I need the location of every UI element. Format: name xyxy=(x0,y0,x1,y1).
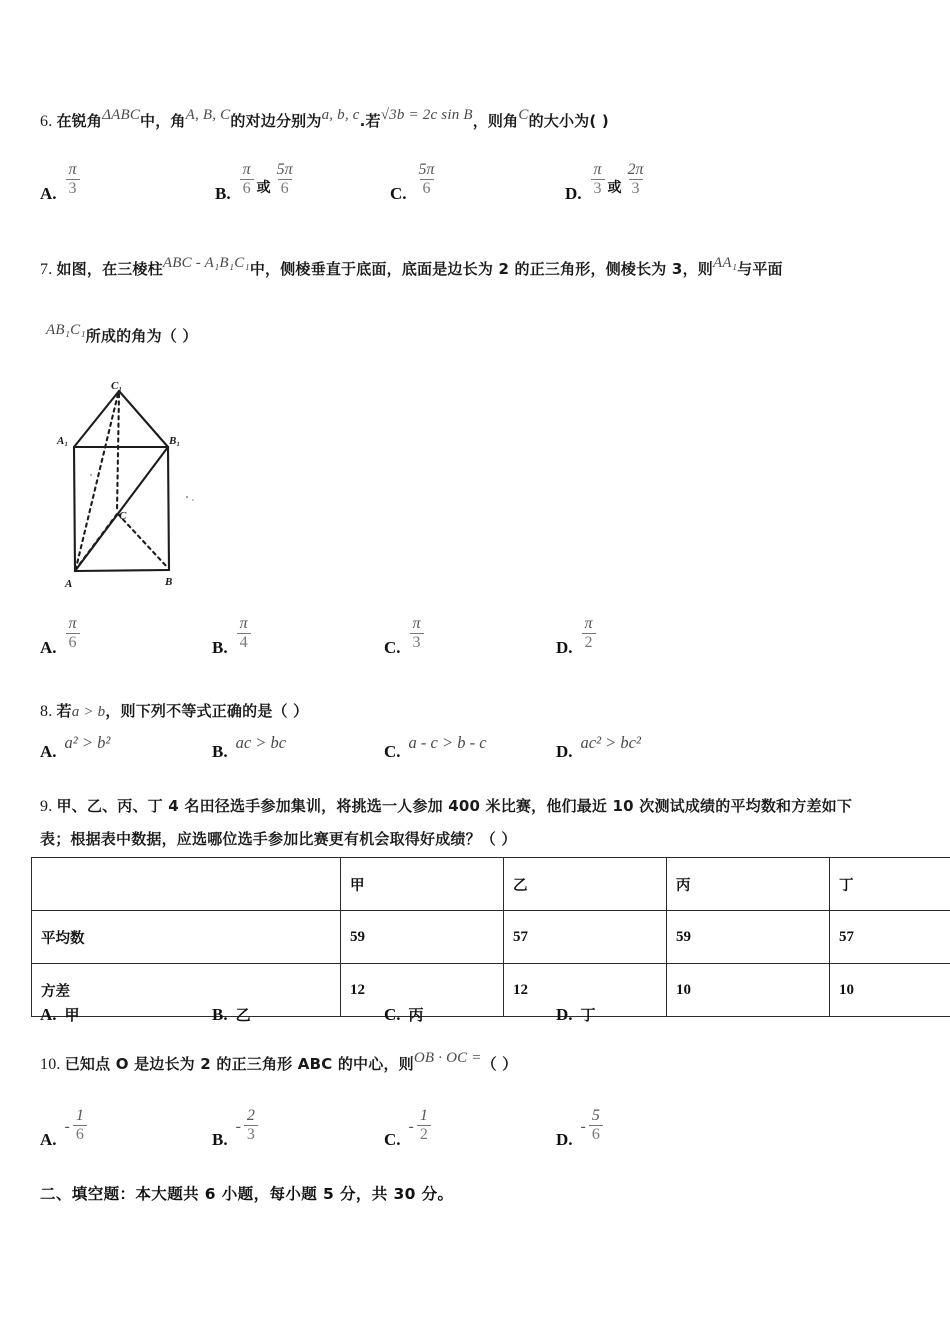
q7-option-c-value xyxy=(409,615,425,658)
prism-label-c: C xyxy=(119,510,127,522)
q7-math-plane-ab1c1: AB₁C₁ xyxy=(46,322,86,338)
triangular-prism-figure xyxy=(45,378,235,593)
q6-d-num: π xyxy=(593,161,602,178)
q10-option-a-value xyxy=(64,1107,88,1150)
section-2-heading: 二、填空题：本大题共 6 小题，每小题 5 分，共 30 分。 xyxy=(40,1185,454,1203)
q7-option-c[interactable] xyxy=(384,615,556,658)
q7-option-a-value xyxy=(65,615,81,658)
q7-option-b[interactable] xyxy=(212,615,384,658)
q6-b-or: 或 xyxy=(256,179,271,196)
q9-option-a-value: 甲 xyxy=(64,1006,80,1024)
q6-b-num: π xyxy=(242,161,251,178)
prism-svg xyxy=(45,378,235,593)
q10-c-num: 1 xyxy=(419,1107,428,1124)
question-7-number: 7. xyxy=(40,261,53,278)
q10-option-b[interactable] xyxy=(212,1107,384,1150)
q6-text-6: 的大小为( ) xyxy=(528,112,609,130)
question-9-stem-line-1 xyxy=(40,795,852,819)
q6-text-4: .若 xyxy=(359,112,381,130)
q8-option-d[interactable] xyxy=(556,733,641,762)
q8-option-c-label: C. xyxy=(384,742,401,761)
q10-option-c-value xyxy=(408,1107,432,1150)
q10-a-den: 6 xyxy=(73,1125,87,1143)
q7-text-2: 中，侧棱垂直于底面，底面是边长为 2 的正三角形，侧棱长为 3，则 xyxy=(249,260,713,278)
q7-b-num: π xyxy=(239,615,248,632)
statistics-table xyxy=(31,857,950,1017)
q10-c-minus: - xyxy=(408,1117,414,1135)
q6-option-c-value xyxy=(415,161,439,204)
q7-option-b-label: B. xyxy=(212,637,228,657)
q6-option-d-label: D. xyxy=(565,183,582,203)
q7-c-den: 3 xyxy=(410,633,424,651)
question-6-options xyxy=(40,161,940,204)
q6-math-triangle-abc: ΔABC xyxy=(102,107,141,123)
q6-d-den2: 3 xyxy=(629,179,643,197)
q10-option-a-label: A. xyxy=(40,1129,57,1149)
q7-math-aa1: AA₁ xyxy=(712,255,738,271)
question-6-stem xyxy=(40,107,609,134)
question-8-number: 8. xyxy=(40,703,53,720)
prism-label-b: B xyxy=(165,576,173,588)
q7-a-den: 6 xyxy=(66,633,80,651)
q8-option-a[interactable] xyxy=(40,733,212,762)
q6-b-num2: 5π xyxy=(276,161,293,178)
table-header-ding: 丁 xyxy=(830,858,950,911)
q10-option-c-label: C. xyxy=(384,1129,401,1149)
q10-d-num: 5 xyxy=(591,1107,600,1124)
q7-d-num: π xyxy=(584,615,593,632)
q10-option-d-label: D. xyxy=(556,1129,573,1149)
row-label-variance: 方差 xyxy=(32,964,341,1017)
question-8-stem xyxy=(40,700,308,724)
question-9-stem-line-2 xyxy=(40,828,517,851)
question-7-stem-line-1 xyxy=(40,255,783,282)
q10-b-num: 2 xyxy=(246,1107,255,1124)
row-label-mean: 平均数 xyxy=(32,911,341,964)
q6-c-den: 6 xyxy=(420,179,434,197)
q10-option-c[interactable] xyxy=(384,1107,556,1150)
table-corner-cell xyxy=(32,858,341,911)
mean-yi: 57 xyxy=(504,911,667,964)
q10-option-b-label: B. xyxy=(212,1129,228,1149)
q6-option-a-value xyxy=(65,161,81,204)
q10-option-d[interactable] xyxy=(556,1107,604,1150)
q9-option-d[interactable] xyxy=(556,1004,596,1025)
prism-label-a: A xyxy=(65,578,73,590)
table-header-bing: 丙 xyxy=(667,858,830,911)
q6-option-a[interactable] xyxy=(40,161,215,204)
variance-yi: 12 xyxy=(504,964,667,1017)
q7-a-num: π xyxy=(68,615,77,632)
q7-option-b-value xyxy=(236,615,252,658)
q6-option-b-value xyxy=(239,161,297,204)
q6-c-num: 5π xyxy=(418,161,435,178)
variance-ding: 10 xyxy=(830,964,950,1017)
q6-option-d[interactable] xyxy=(565,161,648,204)
variance-bing: 10 xyxy=(667,964,830,1017)
q9-option-b[interactable] xyxy=(212,1004,384,1025)
q10-d-minus: - xyxy=(580,1117,586,1135)
q8-text-2: ，则下列不等式正确的是（ ） xyxy=(105,702,309,720)
q7-text-1: 如图，在三棱柱 xyxy=(56,260,163,278)
q6-option-b-label: B. xyxy=(215,183,231,203)
q6-option-a-label: A. xyxy=(40,183,57,203)
mean-bing: 59 xyxy=(667,911,830,964)
question-10-stem xyxy=(40,1050,518,1077)
q6-text-3: 的对边分别为 xyxy=(230,112,322,130)
q7-option-d-label: D. xyxy=(556,637,573,657)
q6-d-num2: 2π xyxy=(627,161,644,178)
q10-b-minus: - xyxy=(235,1117,241,1135)
q8-option-b-value: ac > bc xyxy=(235,733,287,752)
q7-text-4: 所成的角为（ ） xyxy=(85,327,198,345)
q9-text-1: 甲、乙、丙、丁 4 名田径选手参加集训，将挑选一人参加 400 米比赛，他们最近 10 次测试成绩的平均数和方差如下 xyxy=(56,797,853,815)
q9-option-c-label: C. xyxy=(384,1005,401,1024)
table-header-row xyxy=(32,858,950,911)
q7-option-d-value xyxy=(581,615,597,658)
q10-option-d-value xyxy=(580,1107,604,1150)
q7-b-den: 4 xyxy=(237,633,251,651)
prism-label-c1: C₁ xyxy=(111,380,123,392)
prism-label-b1: B₁ xyxy=(169,435,181,447)
q10-b-den: 3 xyxy=(244,1125,258,1143)
q7-c-num: π xyxy=(412,615,421,632)
q9-option-d-value: 丁 xyxy=(580,1006,596,1024)
question-7-options xyxy=(40,615,940,658)
q8-option-a-label: A. xyxy=(40,742,57,761)
q7-option-a-label: A. xyxy=(40,637,57,657)
q9-option-a-label: A. xyxy=(40,1005,57,1024)
q8-option-b-label: B. xyxy=(212,742,228,761)
q6-option-b[interactable] xyxy=(215,161,390,204)
question-10-options xyxy=(40,1107,940,1150)
q6-text-2: 中，角 xyxy=(140,112,186,130)
q10-text-2: （ ） xyxy=(481,1055,518,1073)
q6-math-angles: A, B, C xyxy=(185,107,231,123)
question-6-number: 6. xyxy=(40,113,53,130)
q6-d-or: 或 xyxy=(607,179,622,196)
mean-jia: 59 xyxy=(341,911,504,964)
q7-math-prism: ABC - A₁B₁C₁ xyxy=(162,255,250,271)
q7-text-3: 与平面 xyxy=(737,260,783,278)
q9-option-c-value: 丙 xyxy=(408,1006,424,1024)
q6-b-den2: 6 xyxy=(278,179,292,197)
q8-option-a-value: a² > b² xyxy=(64,733,111,752)
q9-option-d-label: D. xyxy=(556,1005,573,1024)
q9-text-2: 表；根据表中数据，应选哪位选手参加比赛更有机会取得好成绩？（ ） xyxy=(40,830,517,848)
question-8-options xyxy=(40,733,940,762)
q6-text-5: ，则角 xyxy=(472,112,519,130)
q8-math-inequality: a > b xyxy=(71,704,106,720)
q10-math-dot-product: OB · OC = xyxy=(413,1050,482,1066)
q10-c-den: 2 xyxy=(417,1125,431,1143)
scan-speckle xyxy=(90,474,194,501)
q6-d-den: 3 xyxy=(591,179,605,197)
q8-option-d-label: D. xyxy=(556,742,573,761)
q10-a-minus: - xyxy=(64,1117,70,1135)
q9-option-c[interactable] xyxy=(384,1004,556,1025)
q6-math-equation: √3b = 2c sin B xyxy=(380,107,473,123)
q6-option-d-value xyxy=(590,161,648,204)
q6-math-angle-c: C xyxy=(518,107,529,123)
q6-b-den: 6 xyxy=(240,179,254,197)
q6-option-c-label: C. xyxy=(390,183,407,203)
variance-jia: 12 xyxy=(341,964,504,1017)
q7-d-den: 2 xyxy=(582,633,596,651)
q9-option-b-label: B. xyxy=(212,1005,228,1024)
q7-option-a[interactable] xyxy=(40,615,212,658)
table-row-mean xyxy=(32,911,950,964)
question-7-stem-line-2 xyxy=(46,322,198,349)
q6-a-num: π xyxy=(68,161,77,178)
q8-text-1: 若 xyxy=(56,702,72,720)
q8-option-c[interactable] xyxy=(384,733,556,762)
q10-a-num: 1 xyxy=(75,1107,84,1124)
question-9-number: 9. xyxy=(40,798,53,815)
q7-option-c-label: C. xyxy=(384,637,401,657)
q10-option-b-value xyxy=(235,1107,259,1150)
question-9-options xyxy=(40,1004,940,1025)
prism-label-a1: A₁ xyxy=(57,435,69,447)
q8-option-d-value: ac² > bc² xyxy=(580,733,641,752)
q9-option-a[interactable] xyxy=(40,1004,212,1025)
q6-option-c[interactable] xyxy=(390,161,565,204)
q6-math-sides: a, b, c xyxy=(321,107,360,123)
q10-option-a[interactable] xyxy=(40,1107,212,1150)
mean-ding: 57 xyxy=(830,911,950,964)
q8-option-b[interactable] xyxy=(212,733,384,762)
table-header-yi: 乙 xyxy=(504,858,667,911)
question-10-number: 10. xyxy=(40,1056,61,1073)
q8-option-c-value: a - c > b - c xyxy=(408,733,487,752)
q7-option-d[interactable] xyxy=(556,615,597,658)
table-header-jia: 甲 xyxy=(341,858,504,911)
q6-text-1: 在锐角 xyxy=(56,112,103,130)
q10-text-1: 已知点 O 是边长为 2 的正三角形 ABC 的中心，则 xyxy=(64,1055,414,1073)
q10-d-den: 6 xyxy=(589,1125,603,1143)
q9-option-b-value: 乙 xyxy=(235,1006,251,1024)
q6-a-den: 3 xyxy=(66,179,80,197)
